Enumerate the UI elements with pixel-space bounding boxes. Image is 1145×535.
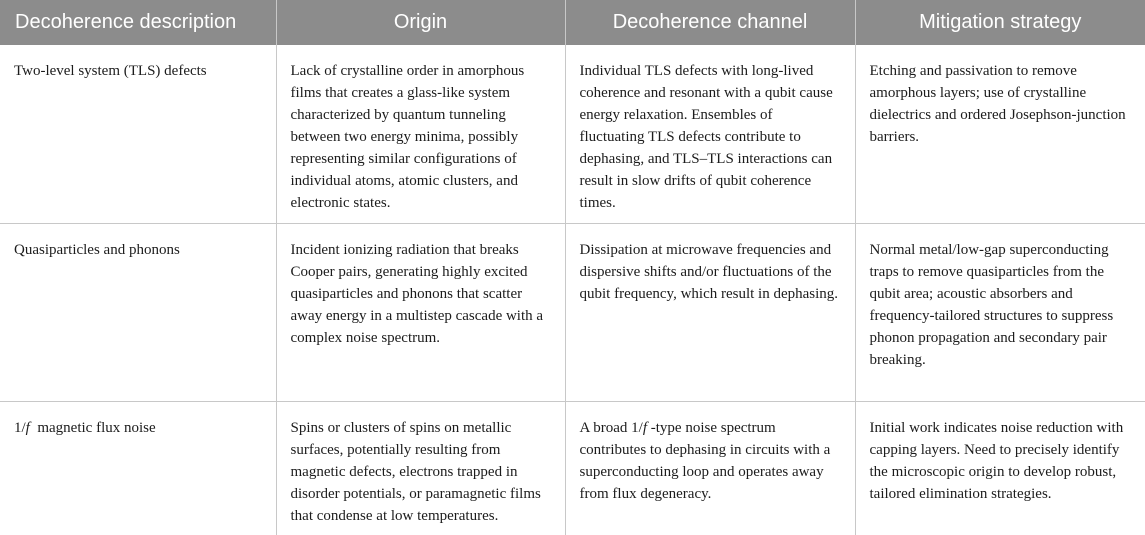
cell-channel: Individual TLS defects with long-lived coherence and resonant with a qubit cause energy relaxation. Ensembles of fluctuating TLS defects contribute to dephasing, and TLS–TLS interactions can result in slow drifts of qubit coherence times. bbox=[565, 45, 855, 223]
cell-description: Two-level system (TLS) defects bbox=[0, 45, 276, 223]
header-decoherence-description: Decoherence description bbox=[0, 0, 276, 45]
description-suffix: magnetic flux noise bbox=[29, 419, 156, 436]
header-mitigation-strategy: Mitigation strategy bbox=[919, 11, 1082, 33]
cell-mitigation: Etching and passivation to remove amorphous layers; use of crystalline dielectrics and ordered Josephson-junction barriers. bbox=[855, 45, 1145, 223]
cell-mitigation: Normal metal/low-gap superconducting traps to remove quasiparticles from the qubit area; acoustic absorbers and frequency-tailored structures to suppress phonon propagation and secondary pair breaking. bbox=[855, 223, 1145, 401]
table-row bbox=[0, 45, 1145, 223]
cell-channel: Dissipation at microwave frequencies and dispersive shifts and/or fluctuations of the qubit frequency, which result in dephasing. bbox=[565, 223, 855, 401]
cell-origin: Incident ionizing radiation that breaks Cooper pairs, generating highly excited quasiparticles and phonons that scatter away energy in a multistep cascade with a complex noise spectrum. bbox=[276, 223, 565, 401]
channel-math-var: f bbox=[642, 419, 647, 436]
description-math-var: f bbox=[25, 419, 30, 436]
cell-origin: Lack of crystalline order in amorphous films that creates a glass-like system characterized by quantum tunneling between two energy minima, possibly representing similar configurations of individual atoms, atomic clusters, and electronic states. bbox=[276, 45, 565, 223]
header-decoherence-channel: Decoherence channel bbox=[565, 0, 855, 45]
header-row bbox=[0, 0, 1145, 45]
cell-origin: Spins or clusters of spins on metallic surfaces, potentially resulting from magnetic defects, electrons trapped in disorder potentials, or paramagnetic films that condense at low temperatures. bbox=[276, 401, 565, 535]
cell-description: Quasiparticles and phonons bbox=[0, 223, 276, 401]
cell-mitigation: Initial work indicates noise reduction with capping layers. Need to precisely identify the microscopic origin to develop robust, tailored elimination strategies. bbox=[869, 419, 1124, 502]
header-origin: Origin bbox=[276, 0, 565, 45]
channel-suffix: -type noise spectrum contributes to dephasing in circuits with a superconducting loop and operates away from flux degeneracy. bbox=[579, 419, 831, 502]
channel-prefix: A broad 1/ bbox=[579, 419, 643, 436]
cell-description bbox=[0, 401, 276, 535]
table-header bbox=[0, 0, 1145, 45]
table-row bbox=[0, 223, 1145, 401]
cell-channel bbox=[565, 401, 855, 535]
table-row bbox=[0, 401, 1145, 535]
description-prefix: 1/ bbox=[14, 419, 26, 436]
